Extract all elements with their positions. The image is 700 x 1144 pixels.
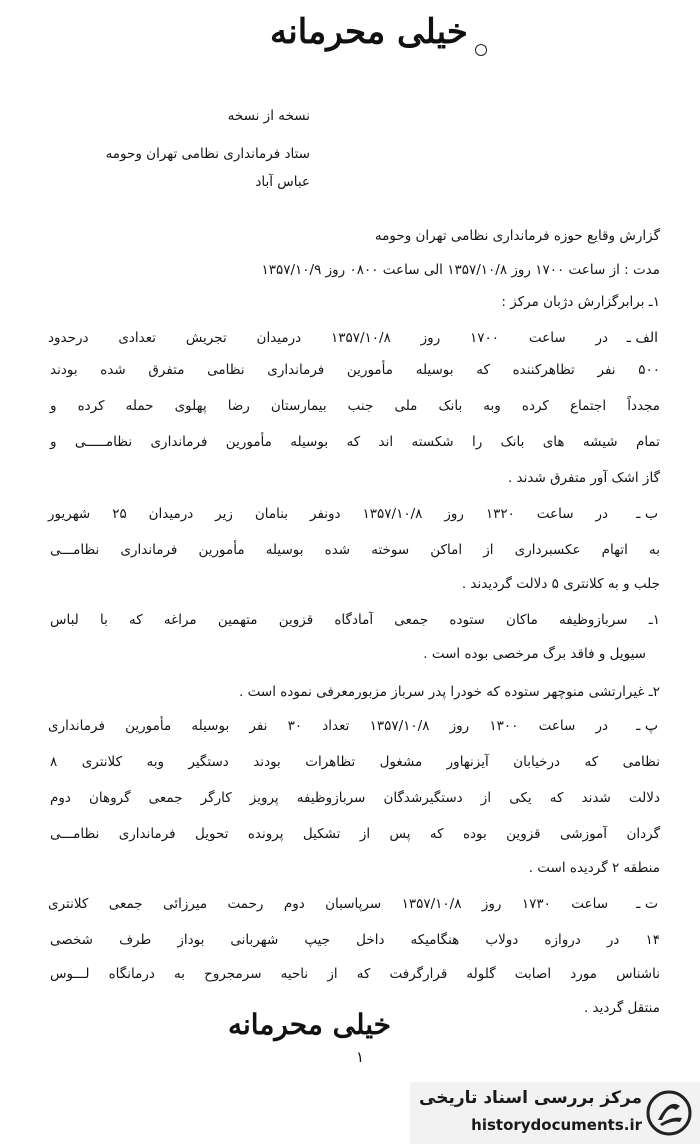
classification-stamp-top: خیلی محرمانه [270, 12, 468, 52]
item-a-label: الف ـ [626, 330, 658, 346]
item-p-line-5: منطقه ۲ گردیده است . [528, 860, 660, 876]
sub-item-2: ۲ـ غیرارتشی منوچهر ستوده که خودرا پدر سرباز مزبورمعرفی نموده است . [239, 684, 660, 700]
item-t-line-4: منتقل گردید . [583, 1000, 660, 1016]
archive-emblem-icon [646, 1090, 692, 1136]
item-t-line-2: ۱۴ در دروازه دولاب هنگامیکه داخل جیپ شهربانی بوداز طرف شخصی [50, 932, 660, 948]
item-p-line-4: گردان آموزشی قزوین بوده که پس از تشکیل پرونده تحویل فرمانداری نظامـــی [50, 826, 660, 842]
page-number: ۱ [356, 1048, 365, 1066]
sub-item-1-line-1: ۱ـ سربازوظیفه ماکان ستوده جمعی آمادگاه قزوین متهمین مراغه که با لباس [50, 612, 660, 628]
item-a-line-3: مجدداً اجتماع کرده وبه بانک ملی جنب بیمارستان رضا پهلوی حمله کرده و [50, 398, 660, 414]
watermark-logo [410, 1082, 700, 1144]
report-title: گزارش وقایع حوزه فرمانداری نظامی تهران وحومه [374, 228, 660, 244]
item-p-line-3: دلالت شدند که یکی از دستگیرشدگان سربازوظیفه پرویز کارگر جمعی گروهان دوم [50, 790, 660, 806]
classification-stamp-bottom: خیلی محرمانه [228, 1008, 391, 1041]
item-a-line-2: ۵۰۰ نفر تظاهرکننده که بوسیله مأمورین فرمانداری نظامی متفرق شده بودند [50, 362, 660, 378]
recipient-line-2: عباس آباد [255, 174, 310, 190]
small-circle-mark [475, 44, 487, 56]
section-1-heading: ۱ـ برابرگزارش دژبان مرکز : [501, 294, 660, 310]
item-t-line-3: ناشناس مورد اصابت گلوله قرارگرفت که از ناحیه سرمجروح به درمانگاه لـــوس [50, 966, 660, 982]
watermark-title: مرکز بررسی اسناد تاریخی [419, 1088, 642, 1108]
item-b-line-3: جلب و به کلانتری ۵ دلالت گردیدند . [461, 576, 660, 592]
item-t-label: ت ـ [636, 896, 658, 912]
sub-item-1-line-2: سیویل و فاقد برگ مرخصی بوده است . [423, 646, 646, 662]
item-a-line-1: در ساعت ۱۷۰۰ روز ۱۳۵۷/۱۰/۸ درمیدان تجریش تعدادی درحدود [48, 330, 608, 346]
item-p-label: پ ـ [636, 718, 658, 734]
item-t-line-1: ساعت ۱۷۳۰ روز ۱۳۵۷/۱۰/۸ سرپاسبان دوم رحمت میرزائی جمعی کلانتری [48, 896, 609, 912]
item-b-label: ب ـ [636, 506, 658, 522]
copy-line: نسخه از نسخه [227, 108, 310, 124]
item-a-line-5: گاز اشک آور متفرق شدند . [507, 470, 660, 486]
watermark-url: historydocuments.ir [471, 1116, 642, 1134]
item-p-line-2: نظامی که درخیابان آیزنهاور مشغول تظاهرات بودند دستگیر وبه کلانتری ۸ [50, 754, 660, 770]
item-p-line-1: در ساعت ۱۳۰۰ روز ۱۳۵۷/۱۰/۸ تعداد ۳۰ نفر بوسیله مأمورین فرمانداری [48, 718, 609, 734]
item-b-line-2: به اتهام عکسبرداری از اماکن سوخته شده بوسیله مأمورین فرمانداری نظامـــی [50, 542, 660, 558]
recipient-line-1: ستاد فرمانداری نظامی تهران وحومه [105, 146, 310, 162]
report-period: مدت : از ساعت ۱۷۰۰ روز ۱۳۵۷/۱۰/۸ الی ساعت ۰۸۰۰ روز ۱۳۵۷/۱۰/۹ [261, 262, 660, 278]
item-a-line-4: تمام شیشه های بانک را شکسته اند که بوسیله مأمورین فرمانداری نظامـــــی و [50, 434, 660, 450]
item-b-line-1: در ساعت ۱۳۲۰ روز ۱۳۵۷/۱۰/۸ دونفر بنامان زیر درمیدان ۲۵ شهریور [48, 506, 608, 522]
